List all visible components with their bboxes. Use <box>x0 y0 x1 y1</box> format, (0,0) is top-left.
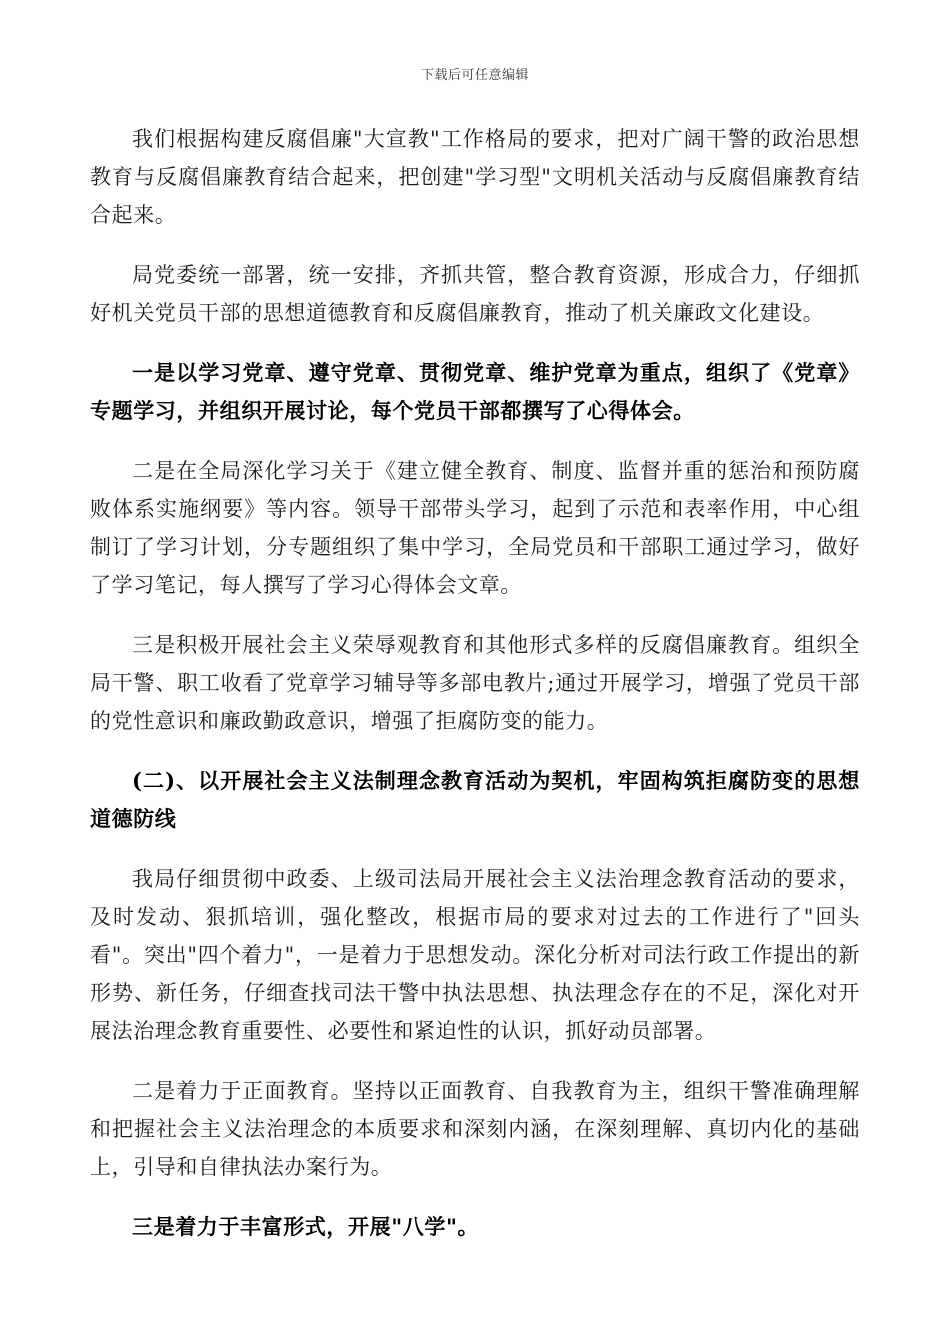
paragraph: 二是在全局深化学习关于《建立健全教育、制度、监督并重的惩治和预防腐败体系实施纲要》等内容。领导干部带头学习，起到了示范和表率作用，中心组制订了学习计划，分专题组织了集中学习，全局党员和干部职工通过学习，做好了学习笔记，每人撰写了学习心得体会文章。 <box>90 459 860 597</box>
paragraph: 三是积极开展社会主义荣辱观教育和其他形式多样的反腐倡廉教育。组织全局干警、职工收看了党章学习辅导等多部电教片;通过开展学习，增强了党员干部的党性意识和廉政勤政意识，增强了拒腐防变的能力。 <box>90 633 860 733</box>
page-header: 下载后可任意编辑 <box>420 68 529 83</box>
section-heading: (二)、以开展社会主义法制理念教育活动为契机，牢固构筑拒腐防变的思想道德防线 <box>90 768 860 831</box>
paragraph: 我局仔细贯彻中政委、上级司法局开展社会主义法治理念教育活动的要求，及时发动、狠抓培训，强化整改，根据市局的要求对过去的工作进行了"回头看"。突出"四个着力"，一是着力于思想发动。深化分析对司法行政工作提出的新形势、新任务，仔细查找司法干警中执法思想、执法理念存在的不足，深化对开展法治理念教育重要性、必要性和紧迫性的认识，抓好动员部署。 <box>90 867 860 1043</box>
document-body <box>90 120 860 1268</box>
paragraph: 二是着力于正面教育。坚持以正面教育、自我教育为主，组织干警准确理解和把握社会主义法治理念的本质要求和深刻内涵，在深刻理解、真切内化的基础上，引导和自律执法办案行为。 <box>90 1079 860 1179</box>
bold-paragraph: 一是以学习党章、遵守党章、贯彻党章、维护党章为重点，组织了《党章》专题学习，并组织开展讨论，每个党员干部都撰写了心得体会。 <box>90 360 860 423</box>
bold-paragraph: 三是着力于丰富形式，开展"八学"。 <box>132 1214 480 1239</box>
paragraph: 局党委统一部署，统一安排，齐抓共管，整合教育资源，形成合力，仔细抓好机关党员干部的思想道德教育和反腐倡廉教育，推动了机关廉政文化建设。 <box>90 263 860 325</box>
paragraph: 我们根据构建反腐倡廉"大宣教"工作格局的要求，把对广阔干警的政治思想教育与反腐倡廉教育结合起来，把创建"学习型"文明机关活动与反腐倡廉教育结合起来。 <box>90 127 860 227</box>
